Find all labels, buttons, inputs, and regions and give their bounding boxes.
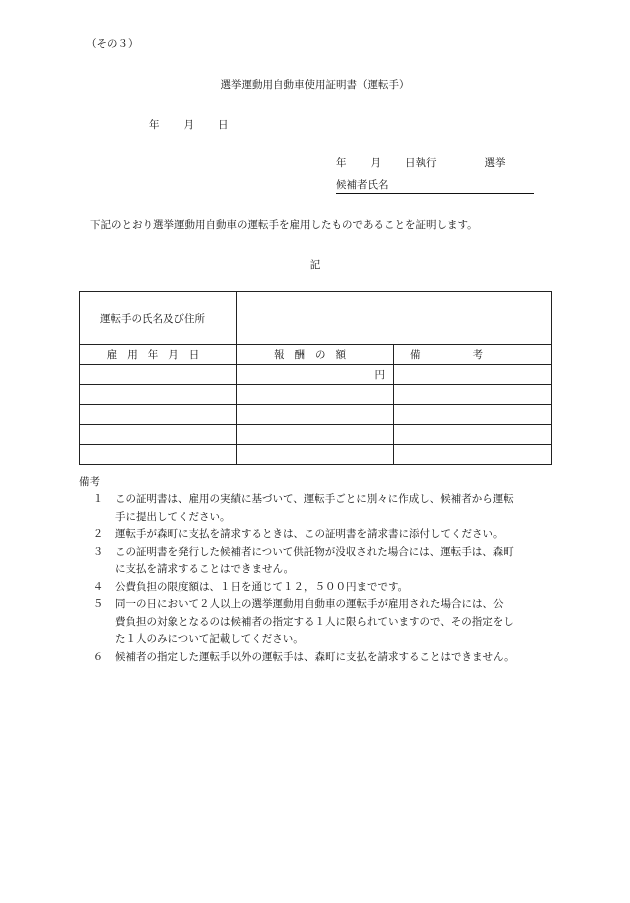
remarks-cell[interactable]	[394, 445, 552, 465]
ki-heading: 記	[309, 259, 321, 271]
notes-list	[79, 491, 557, 666]
driver-row	[80, 292, 552, 345]
remuneration-cell[interactable]	[237, 445, 394, 465]
note-number: ４	[92, 580, 104, 593]
header-remuneration: 報酬の額	[237, 345, 394, 365]
note-item	[79, 526, 557, 544]
notes-title: 備考	[79, 476, 100, 488]
table-row	[80, 385, 552, 405]
table-row	[80, 405, 552, 425]
table-row	[80, 445, 552, 465]
certification-statement: 下記のとおり選挙運動用自動車の運転手を雇用したものであることを証明します。	[90, 219, 478, 231]
employment-date-cell[interactable]	[80, 365, 237, 385]
note-number: ６	[92, 650, 104, 663]
note-text: 運転手が森町に支払を請求するときは、この証明書を請求書に添付してください。	[115, 528, 504, 540]
remuneration-cell[interactable]	[237, 385, 394, 405]
note-number: ３	[92, 545, 104, 558]
election-date-row	[336, 155, 506, 170]
remarks-cell[interactable]	[394, 405, 552, 425]
note-item	[79, 491, 557, 526]
yen-label: 円	[374, 369, 385, 381]
note-number: ５	[92, 598, 104, 610]
employment-date-cell[interactable]	[80, 405, 237, 425]
table-row	[80, 365, 552, 385]
note-text: この証明書を発行した候補者について供託物が没収された場合には、運転手は、森町 に支払を請求することはできません。	[115, 545, 514, 575]
remuneration-cell[interactable]	[237, 405, 394, 425]
driver-form-table	[79, 291, 552, 465]
election-year-label: 年	[336, 157, 347, 169]
issue-day-label: 日	[218, 119, 229, 131]
issue-date-row	[149, 117, 229, 132]
note-text: 同一の日において２人以上の選挙運動用自動車の運転手が雇用された場合には、公 費負担の対象となるのは候補者の指定する１人に限られていますので、その指定をし た１人のみについて記載してください。	[115, 598, 514, 645]
candidate-name-label: 候補者氏名	[336, 179, 389, 191]
remarks-cell[interactable]	[394, 385, 552, 405]
note-text: 候補者の指定した運転手以外の運転手は、森町に支払を請求することはできません。	[115, 650, 515, 663]
employment-date-cell[interactable]	[80, 425, 237, 445]
document-title: 選挙運動用自動車使用証明書（運転手）	[220, 79, 410, 91]
note-number: １	[92, 493, 104, 505]
note-text: この証明書は、雇用の実績に基づいて、運転手ごとに別々に作成し、候補者から運転 手に提出してください。	[115, 493, 514, 523]
remarks-cell[interactable]	[394, 365, 552, 385]
note-text: 公費負担の限度額は、１日を通じて１２，５００円までです。	[115, 580, 409, 593]
table-row	[80, 425, 552, 445]
remuneration-cell[interactable]	[237, 365, 394, 385]
remarks-cell[interactable]	[394, 425, 552, 445]
issue-year-label: 年	[149, 119, 160, 131]
election-label: 選挙	[484, 157, 506, 169]
note-number: ２	[92, 528, 104, 540]
page-label: （その３）	[86, 38, 139, 50]
note-item	[79, 649, 557, 667]
employment-date-cell[interactable]	[80, 385, 237, 405]
employment-date-cell[interactable]	[80, 445, 237, 465]
note-item	[79, 544, 557, 579]
driver-name-address-field[interactable]	[237, 292, 552, 345]
table-header-row	[80, 345, 552, 365]
note-item	[79, 596, 557, 649]
driver-name-address-label: 運転手の氏名及び住所	[80, 292, 237, 345]
candidate-name-line	[336, 177, 534, 194]
remuneration-cell[interactable]	[237, 425, 394, 445]
election-day-exec-label: 日執行	[405, 157, 437, 169]
header-remarks: 備考	[394, 345, 552, 365]
issue-month-label: 月	[183, 119, 194, 131]
election-month-label: 月	[370, 157, 381, 169]
note-item	[79, 579, 557, 597]
header-employment-date: 雇用年月日	[80, 345, 237, 365]
